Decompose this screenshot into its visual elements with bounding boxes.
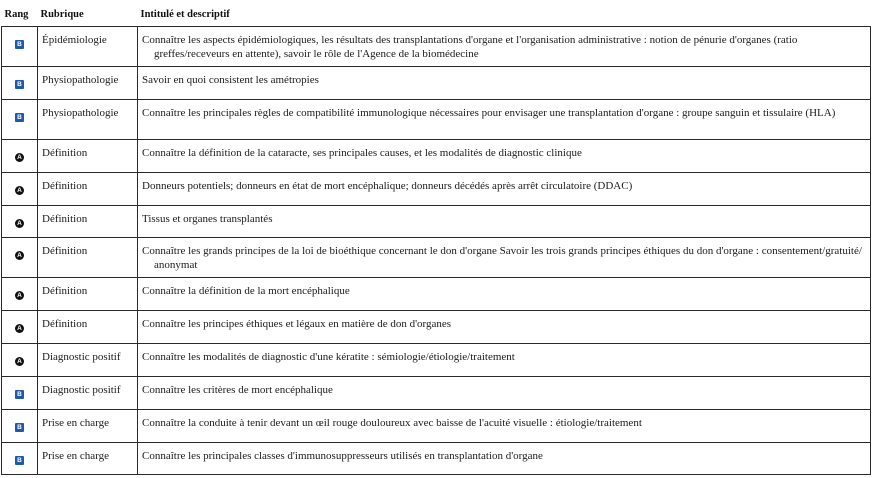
intitule-text: Connaître les grands principes de la loi de bioéthique concernant le don d'organe Savoir les trois grands principes éthiques du don d'organe : consentement/gratuité/ anonymat — [142, 244, 862, 271]
intitule-cell — [138, 26, 871, 66]
intitule-text: Donneurs potentiels; donneurs en état de mort encéphalique; donneurs décédés après arrêt circulatoire (DDAC) — [142, 179, 633, 192]
table-row — [2, 277, 871, 310]
table-row — [2, 172, 871, 205]
rang-cell — [2, 172, 38, 205]
table-row — [2, 237, 871, 277]
intitule-cell — [138, 277, 871, 310]
rubrique-cell: Définition — [38, 277, 138, 310]
intitule-text: Tissus et organes transplantés — [142, 212, 273, 225]
rang-badge: A — [15, 186, 24, 195]
intitule-cell — [138, 205, 871, 237]
rubrique-cell: Définition — [38, 310, 138, 343]
rang-badge: A — [15, 291, 24, 300]
rang-cell — [2, 310, 38, 343]
table-row — [2, 26, 871, 66]
rang-badge: A — [15, 153, 24, 162]
rubrique-cell: Physiopathologie — [38, 99, 138, 139]
intitule-cell — [138, 310, 871, 343]
rang-cell — [2, 66, 38, 99]
rang-badge: B — [15, 390, 24, 399]
intitule-text: Connaître les aspects épidémiologiques, les résultats des transplantations d'organe et l'organisation administrative : notion de pénurie d'organes (ratio greffes/receveurs en attente), savoir le rôle de l'Agence de la biomédecine — [142, 33, 798, 60]
table-row — [2, 343, 871, 376]
intitule-cell — [138, 343, 871, 376]
intitule-cell — [138, 99, 871, 139]
intitule-cell — [138, 139, 871, 172]
rang-badge: B — [15, 40, 24, 49]
intitule-text: Connaître la conduite à tenir devant un œil rouge douloureux avec baisse de l'acuité visuelle : étiologie/traitement — [142, 416, 642, 429]
table-row — [2, 139, 871, 172]
intitule-cell — [138, 66, 871, 99]
rang-cell — [2, 409, 38, 442]
rubrique-cell: Définition — [38, 205, 138, 237]
table-row — [2, 310, 871, 343]
intitule-cell — [138, 172, 871, 205]
table-row — [2, 205, 871, 237]
rang-cell — [2, 99, 38, 139]
rang-badge: A — [15, 219, 24, 228]
intitule-text: Connaître les principales classes d'immunosuppresseurs utilisés en transplantation d'organe — [142, 449, 543, 462]
rang-cell — [2, 277, 38, 310]
intitule-text: Connaître les modalités de diagnostic d'une kératite : sémiologie/étiologie/traitement — [142, 350, 515, 363]
rang-badge: A — [15, 251, 24, 260]
rubrique-cell: Définition — [38, 139, 138, 172]
table-header — [2, 0, 871, 26]
table-row — [2, 376, 871, 409]
table-row — [2, 442, 871, 474]
rang-cell — [2, 237, 38, 277]
rubrique-cell: Définition — [38, 172, 138, 205]
rang-badge: A — [15, 357, 24, 366]
rang-badge: A — [15, 324, 24, 333]
header-rang: Rang — [4, 9, 29, 20]
intitule-text: Savoir en quoi consistent les amétropies — [142, 73, 319, 86]
intitule-cell — [138, 442, 871, 474]
header-rubrique: Rubrique — [40, 9, 84, 20]
rubrique-cell: Diagnostic positif — [38, 376, 138, 409]
objectives-table — [1, 0, 871, 475]
intitule-cell — [138, 237, 871, 277]
intitule-text: Connaître la définition de la mort encéphalique — [142, 284, 350, 297]
rang-cell — [2, 26, 38, 66]
table-row — [2, 66, 871, 99]
rang-cell — [2, 376, 38, 409]
rang-cell — [2, 343, 38, 376]
intitule-text: Connaître les principales règles de compatibilité immunologique nécessaires pour envisager une transplantation d'organe : groupe sanguin et tissulaire (HLA) — [142, 106, 836, 119]
rubrique-cell: Prise en charge — [38, 442, 138, 474]
rubrique-cell: Physiopathologie — [38, 66, 138, 99]
rang-cell — [2, 205, 38, 237]
rang-badge: B — [15, 80, 24, 89]
rang-badge: B — [15, 423, 24, 432]
rang-cell — [2, 139, 38, 172]
rang-badge: B — [15, 456, 24, 465]
rubrique-cell: Définition — [38, 237, 138, 277]
rang-badge: B — [15, 113, 24, 122]
table-body — [2, 26, 871, 474]
header-intitule: Intitulé et descriptif — [140, 9, 230, 20]
intitule-cell — [138, 376, 871, 409]
intitule-cell — [138, 409, 871, 442]
rubrique-cell: Épidémiologie — [38, 26, 138, 66]
table-row — [2, 99, 871, 139]
rubrique-cell: Diagnostic positif — [38, 343, 138, 376]
intitule-text: Connaître les principes éthiques et légaux en matière de don d'organes — [142, 317, 452, 330]
intitule-text: Connaître la définition de la cataracte, ses principales causes, et les modalités de diagnostic clinique — [142, 146, 582, 159]
intitule-text: Connaître les critères de mort encéphalique — [142, 383, 333, 396]
table-row — [2, 409, 871, 442]
rang-cell — [2, 442, 38, 474]
rubrique-cell: Prise en charge — [38, 409, 138, 442]
